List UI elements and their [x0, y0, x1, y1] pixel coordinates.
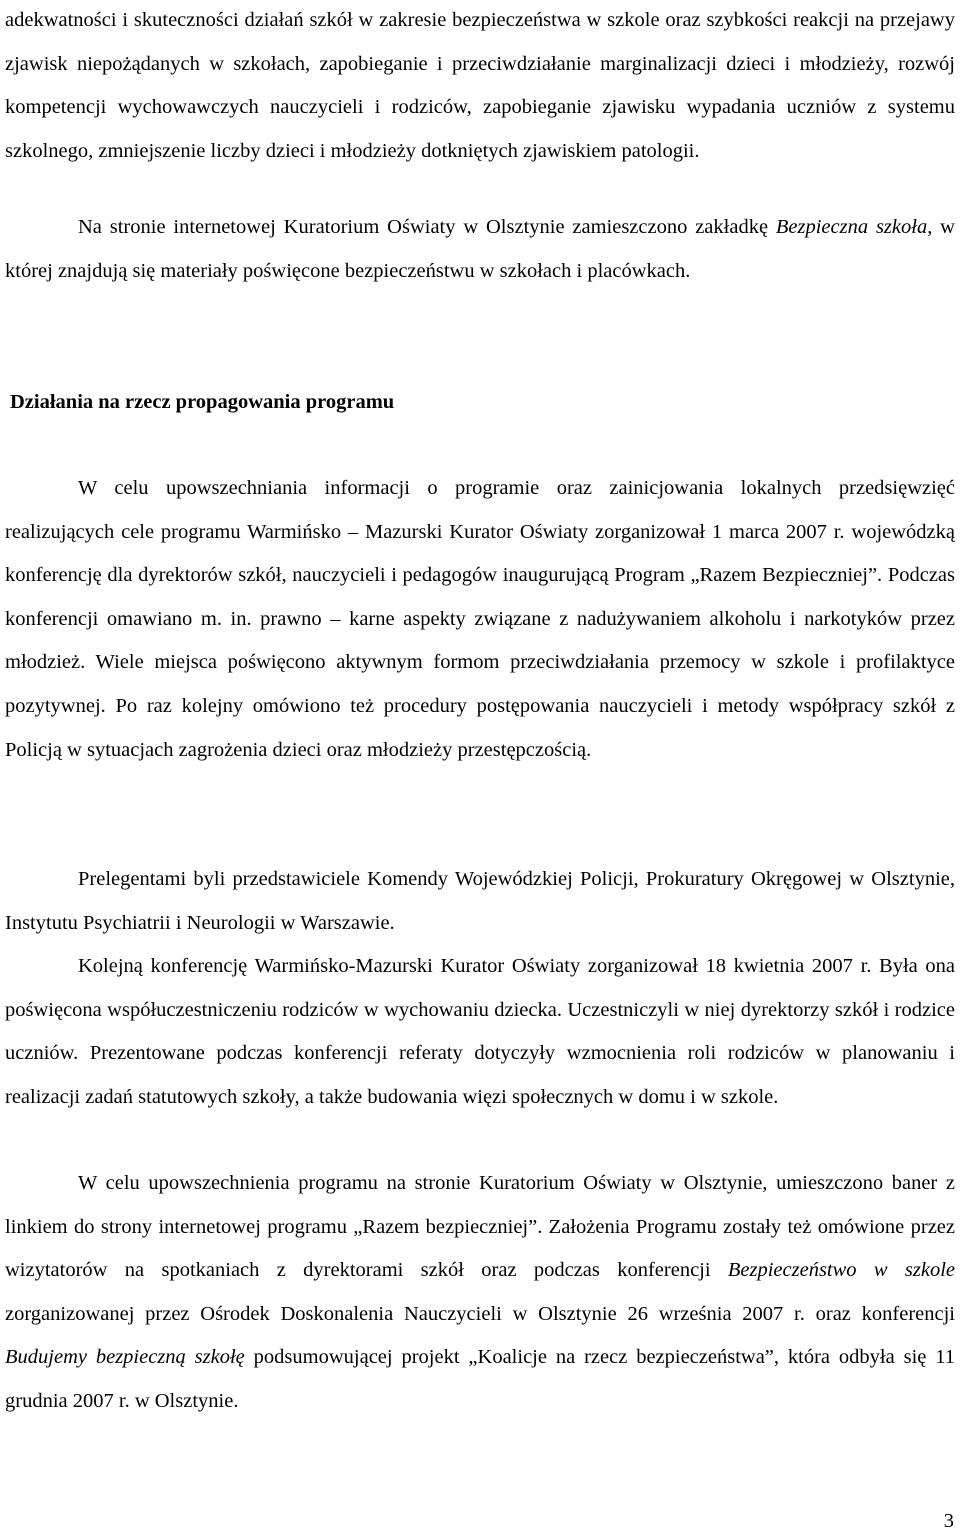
italic-term-budujemy-bezpieczna-szkole: Budujemy bezpieczną szkołę — [5, 1346, 245, 1369]
paragraph-speakers: Prelegentami byli przedstawiciele Komendy Wojewódzkiej Policji, Prokuratury Okręgowej w Olsztynie, Instytutu Psychiatrii i Neurologii w Warszawie. — [5, 868, 955, 934]
paragraph-text: zorganizowanej przez Ośrodek Doskonalenia Nauczycieli w Olsztynie 26 września 2007 r. oraz konferencji — [5, 1302, 955, 1325]
paragraph-text: Na stronie internetowej Kuratorium Oświaty w Olsztynie zamieszczono zakładkę — [78, 216, 776, 238]
paragraph-conference-april: Kolejną konferencję Warmińsko-Mazurski Kurator Oświaty zorganizował 18 kwietnia 2007 r. Była ona poświęcona współuczestniczeniu rodziców w wychowaniu dziecka. Uczestniczyli w niej dyrektorzy szkół i rodzice uczniów. Prezentowane podczas konferencji referaty dotyczyły wzmocnienia roli rodziców w planowaniu i realizacji zadań statutowych szkoły, a także budowania więzi społecznych w domu i w szkole. — [5, 955, 955, 1108]
italic-term-bezpieczna-szkola: Bezpieczna szkoła — [775, 216, 928, 238]
paragraph-text: podsumowującej projekt „Koalicje na rzecz bezpieczeństwa”, która odbyła się 11 grudnia 2007 r. w Olsztynie. — [5, 1346, 955, 1412]
paragraph-continuation: adekwatności i skuteczności działań szkół w zakresie bezpieczeństwa w szkole oraz szybkości reakcji na przejawy zjawisk niepożądanych w szkołach, zapobieganie i przeciwdziałanie marginalizacji dzieci i młodzieży, rozwój kompetencji wychowawczych nauczycieli i rodziców, zapobieganie zjawisku wypadania uczniów z systemu szkolnego, zmniejszenie liczby dzieci i młodzieży dotkniętych zjawiskiem patologii. — [5, 9, 955, 162]
paragraph-conference-march: W celu upowszechniania informacji o programie oraz zainicjowania lokalnych przedsięwzięć realizujących cele programu Warmińsko – Mazurski Kurator Oświaty zorganizował 1 marca 2007 r. wojewódzką konferencję dla dyrektorów szkół, nauczycieli i pedagogów inaugurującą Program „Razem Bezpieczniej”. Podczas konferencji omawiano m. in. prawno – karne aspekty związane z nadużywaniem alkoholu i narkotyków przez młodzież. Wiele miejsca poświęcono aktywnym formom przeciwdziałania przemocy w szkole i profilaktyce pozytywnej. Po raz kolejny omówiono też procedury postępowania nauczycieli i metody współpracy szkół z Policją w sytuacjach zagrożenia dzieci oraz młodzieży przestępczością. — [5, 477, 955, 761]
italic-term-bezpieczenstwo-w-szkole: Bezpieczeństwo w szkole — [727, 1259, 955, 1282]
paragraph-promotion — [5, 1162, 955, 1424]
paragraph-text: W celu upowszechnienia programu na stronie Kuratorium Oświaty w Olsztynie, umieszczono baner z linkiem do strony internetowej programu „Razem bezpieczniej”. Założenia Programu zostały też omówione przez wizytatorów na spotkaniach z dyrektorami szkół oraz podczas konferencji — [5, 1172, 955, 1282]
paragraph-website-tab — [5, 206, 955, 293]
section-heading: Działania na rzecz propagowania programu — [10, 391, 395, 413]
paragraph-text: , w której znajdują się materiały poświęcone bezpieczeństwu w szkołach i placówkach. — [5, 216, 955, 282]
page-number: 3 — [943, 1510, 954, 1532]
